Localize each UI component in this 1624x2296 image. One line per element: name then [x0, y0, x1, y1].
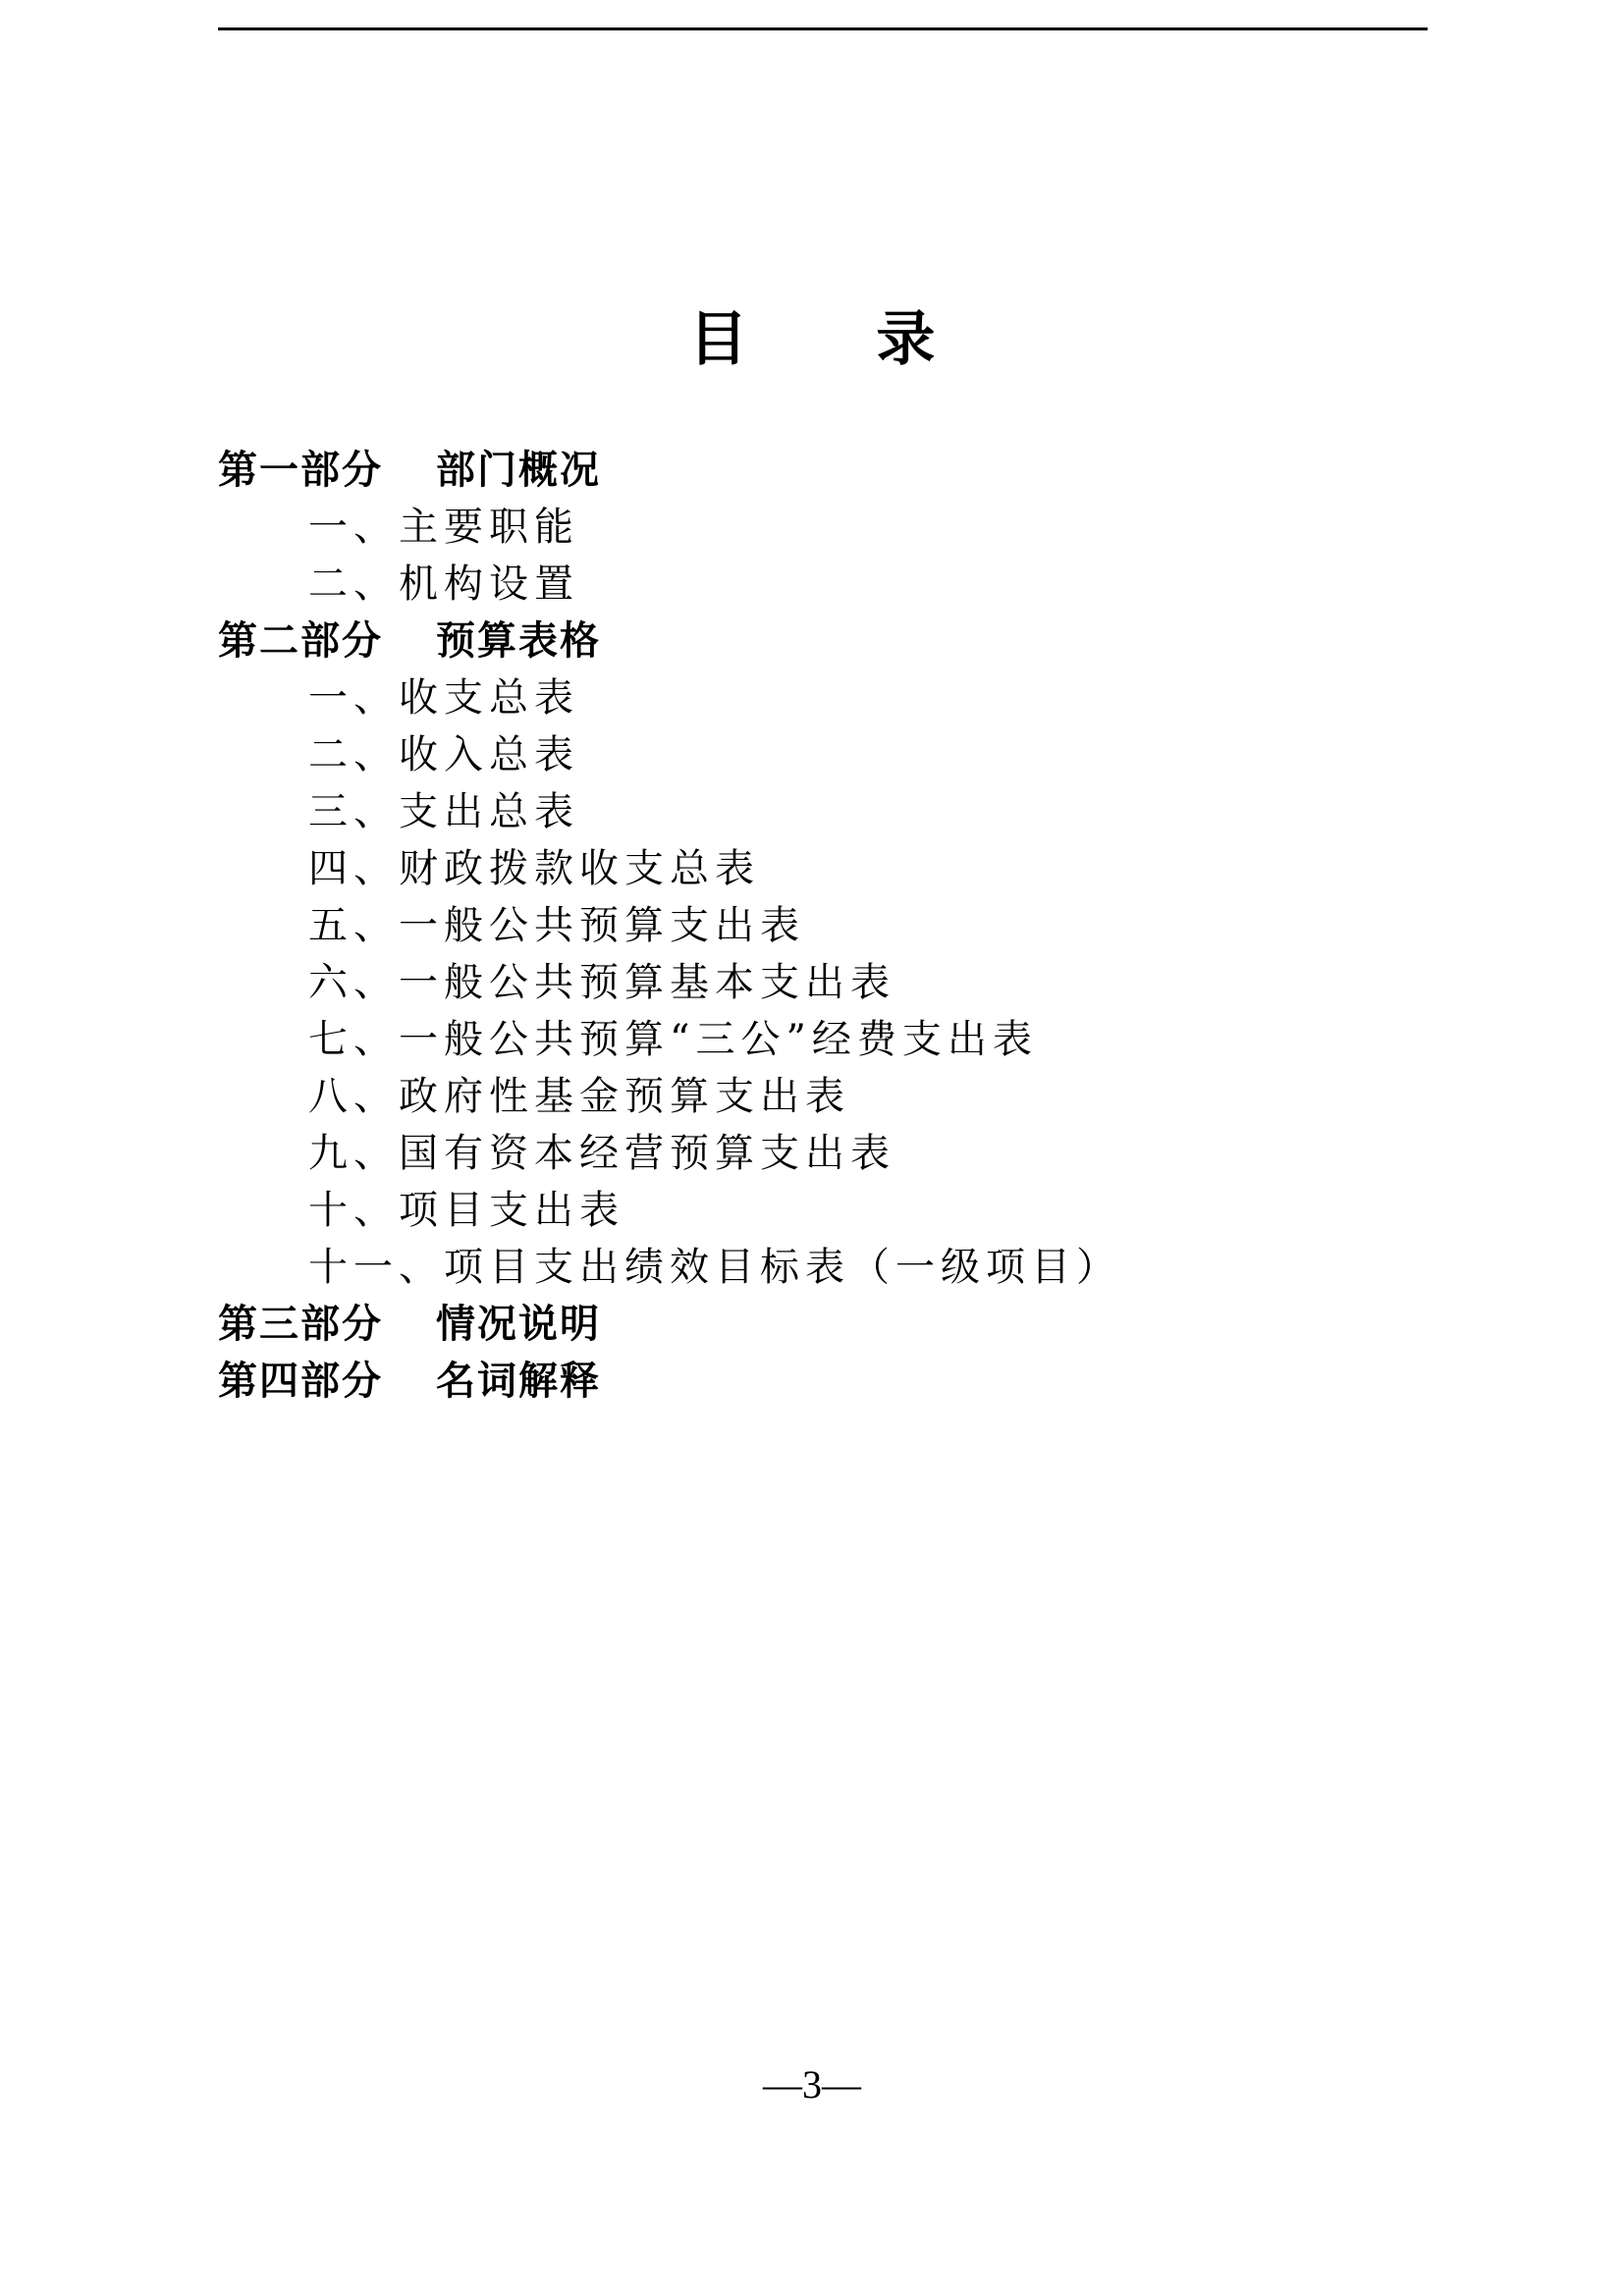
toc-item: 十一、项目支出绩效目标表（一级项目）: [308, 1245, 1121, 1290]
toc-part-number: 第二部分: [218, 618, 383, 664]
toc-part-label: 预算表格: [436, 618, 601, 664]
toc-item: 一、主要职能: [308, 505, 579, 550]
toc-part-number: 第四部分: [218, 1359, 383, 1404]
toc-part: [218, 1296, 1428, 1353]
toc-item: 二、机构设置: [308, 561, 579, 607]
toc-item: 一、收支总表: [308, 675, 579, 721]
toc-item: 十、项目支出表: [308, 1188, 624, 1233]
toc-part: [218, 613, 1428, 669]
toc-item: 三、支出总表: [308, 789, 579, 834]
toc-part: [218, 1353, 1428, 1410]
toc-item: 六、一般公共预算基本支出表: [308, 960, 895, 1005]
toc-item: 九、国有资本经营预算支出表: [308, 1131, 895, 1176]
toc-item: 二、收入总表: [308, 732, 579, 777]
toc-part-number: 第三部分: [218, 1302, 383, 1347]
toc-part-label: 情况说明: [436, 1302, 601, 1347]
toc-item: 五、一般公共预算支出表: [308, 903, 805, 948]
table-of-contents: [218, 442, 1428, 1410]
header-rule: [218, 27, 1428, 30]
toc-item: 八、政府性基金预算支出表: [308, 1074, 850, 1119]
toc-part-label: 名词解释: [436, 1359, 601, 1404]
toc-item: 七、一般公共预算“三公”经费支出表: [308, 1017, 1038, 1062]
toc-part-label: 部门概况: [436, 448, 601, 493]
page-number: —3—: [763, 2062, 861, 2107]
toc-part: [218, 442, 1428, 499]
toc-part-number: 第一部分: [218, 448, 383, 493]
page-title: 目 录: [688, 305, 990, 374]
toc-item: 四、财政拨款收支总表: [308, 846, 760, 891]
